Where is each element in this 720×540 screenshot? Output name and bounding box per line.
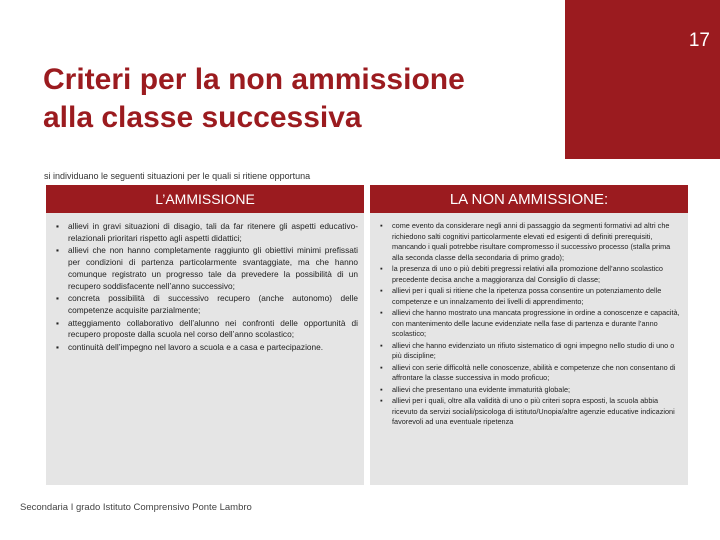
ammissione-item [56, 342, 358, 354]
slide-number-box [565, 0, 720, 62]
ammissione-body [46, 213, 364, 354]
non-ammissione-item [380, 341, 682, 362]
non-ammissione-header: LA NON AMMISSIONE: [370, 185, 688, 213]
bullet-icon: ▪ [380, 340, 383, 350]
bullet-icon: ▪ [380, 286, 383, 295]
bullet-icon: ▪ [380, 384, 383, 394]
non-ammissione-item-text: allievi per i quali si ritiene che la ripetenza possa consentire un potenziamento delle competenze e un innalzamento dei livelli di apprendimento; [392, 286, 662, 306]
ammissione-item-text: atteggiamento collaborativo dell’alunno nei confronti delle opportunità di recupero proposte dalla scuola nel corso dell’anno scolastico; [68, 317, 358, 340]
title-line-1: Criteri per la non ammissione [43, 63, 465, 96]
bullet-icon: ▪ [380, 362, 383, 372]
bullet-icon: ▪ [380, 308, 383, 317]
non-ammissione-item-text: allievi che presentano una evidente immaturità globale; [392, 384, 571, 394]
non-ammissione-list [380, 221, 682, 428]
footer-text: Secondaria I grado Istituto Comprensivo Ponte Lambro [20, 502, 252, 513]
non-ammissione-body [370, 213, 688, 428]
non-ammissione-item-text: allievi che hanno mostrato una mancata progressione in ordine a conoscenze e capacità, con mantenimento delle lacune evidenziate nella fase di partenza e durante l’anno scolastico; [392, 308, 680, 338]
ammissione-item [56, 221, 358, 244]
bullet-icon: ▪ [380, 396, 383, 405]
non-ammissione-item [380, 221, 682, 263]
slide-number: 17 [688, 30, 710, 51]
ammissione-item [56, 318, 358, 341]
bullet-icon: ▪ [56, 245, 59, 256]
ammissione-item [56, 293, 358, 316]
ammissione-item-text: concreta possibilità di successivo recupero (anche autonomo) delle competenze acquisite parzialmente; [68, 293, 358, 315]
ammissione-item-text: continuità dell’impegno nel lavoro a scuola e a casa e partecipazione. [68, 342, 324, 353]
non-ammissione-item [380, 396, 682, 428]
ammissione-column [46, 185, 364, 485]
ammissione-item-text: allievi che non hanno completamente raggiunto gli obiettivi minimi prefissati per condizioni di partenza particolarmente svantaggiate, ma che hanno comunque registrato un progresso tale da prevedere la possibilità di un recupero soddisfacente nell’anno successivo; [68, 245, 358, 291]
bullet-icon: ▪ [56, 342, 59, 353]
non-ammissione-item [380, 264, 682, 285]
ammissione-list [56, 221, 358, 354]
non-ammissione-item-text: come evento da considerare negli anni di passaggio da segmenti formativi ad altri che richiedono salti cognitivi particolarmente elevati ed esigenti di definiti prerequisiti, mancando i quali potrebbe risultare compromesso il successivo processo (stalla prima alla seconda classe della secondaria di primo grado); [392, 221, 671, 262]
bullet-icon: ▪ [380, 264, 383, 273]
accent-bar [565, 62, 720, 159]
ammissione-header: L’AMMISSIONE [46, 185, 364, 213]
bullet-icon: ▪ [56, 317, 59, 328]
non-ammissione-column [370, 185, 688, 485]
non-ammissione-item [380, 286, 682, 307]
non-ammissione-item-text: allievi che hanno evidenziato un rifiuto sistematico di ogni impegno nello studio di uno o più discipline; [392, 340, 675, 360]
ammissione-item [56, 245, 358, 292]
bullet-icon: ▪ [56, 293, 59, 304]
subtitle: si individuano le seguenti situazioni per le quali si ritiene opportuna [44, 171, 311, 181]
bullet-icon: ▪ [380, 221, 383, 230]
ammissione-item-text: allievi in gravi situazioni di disagio, tali da far ritenere gli aspetti educativo- relazionali prioritari rispetto agli aspetti didattici; [68, 221, 358, 243]
non-ammissione-item-text: la presenza di uno o più debiti pregressi relativi alla promozione dell’anno scolastico precedente decisa anche a maggioranza dal Consiglio di classe; [392, 264, 663, 284]
non-ammissione-item [380, 308, 682, 340]
slide-title [43, 61, 558, 137]
title-line-2: alla classe successiva [43, 101, 362, 134]
non-ammissione-item-text: allievi con serie difficoltà nelle conoscenze, abilità e competenze che non consentano di affrontare la classe successiva in modo proficuo; [392, 362, 676, 382]
non-ammissione-item [380, 363, 682, 384]
non-ammissione-item-text: allievi per i quali, oltre alla validità di uno o più criteri sopra esposti, la scuola abbia ricevuto da servizi sociali/psicologa di istituto/Unopia/altre agenzie educative indicazioni favorevoli ad una eventuale ripetenza [392, 396, 675, 426]
bullet-icon: ▪ [56, 221, 59, 231]
non-ammissione-item [380, 385, 682, 396]
